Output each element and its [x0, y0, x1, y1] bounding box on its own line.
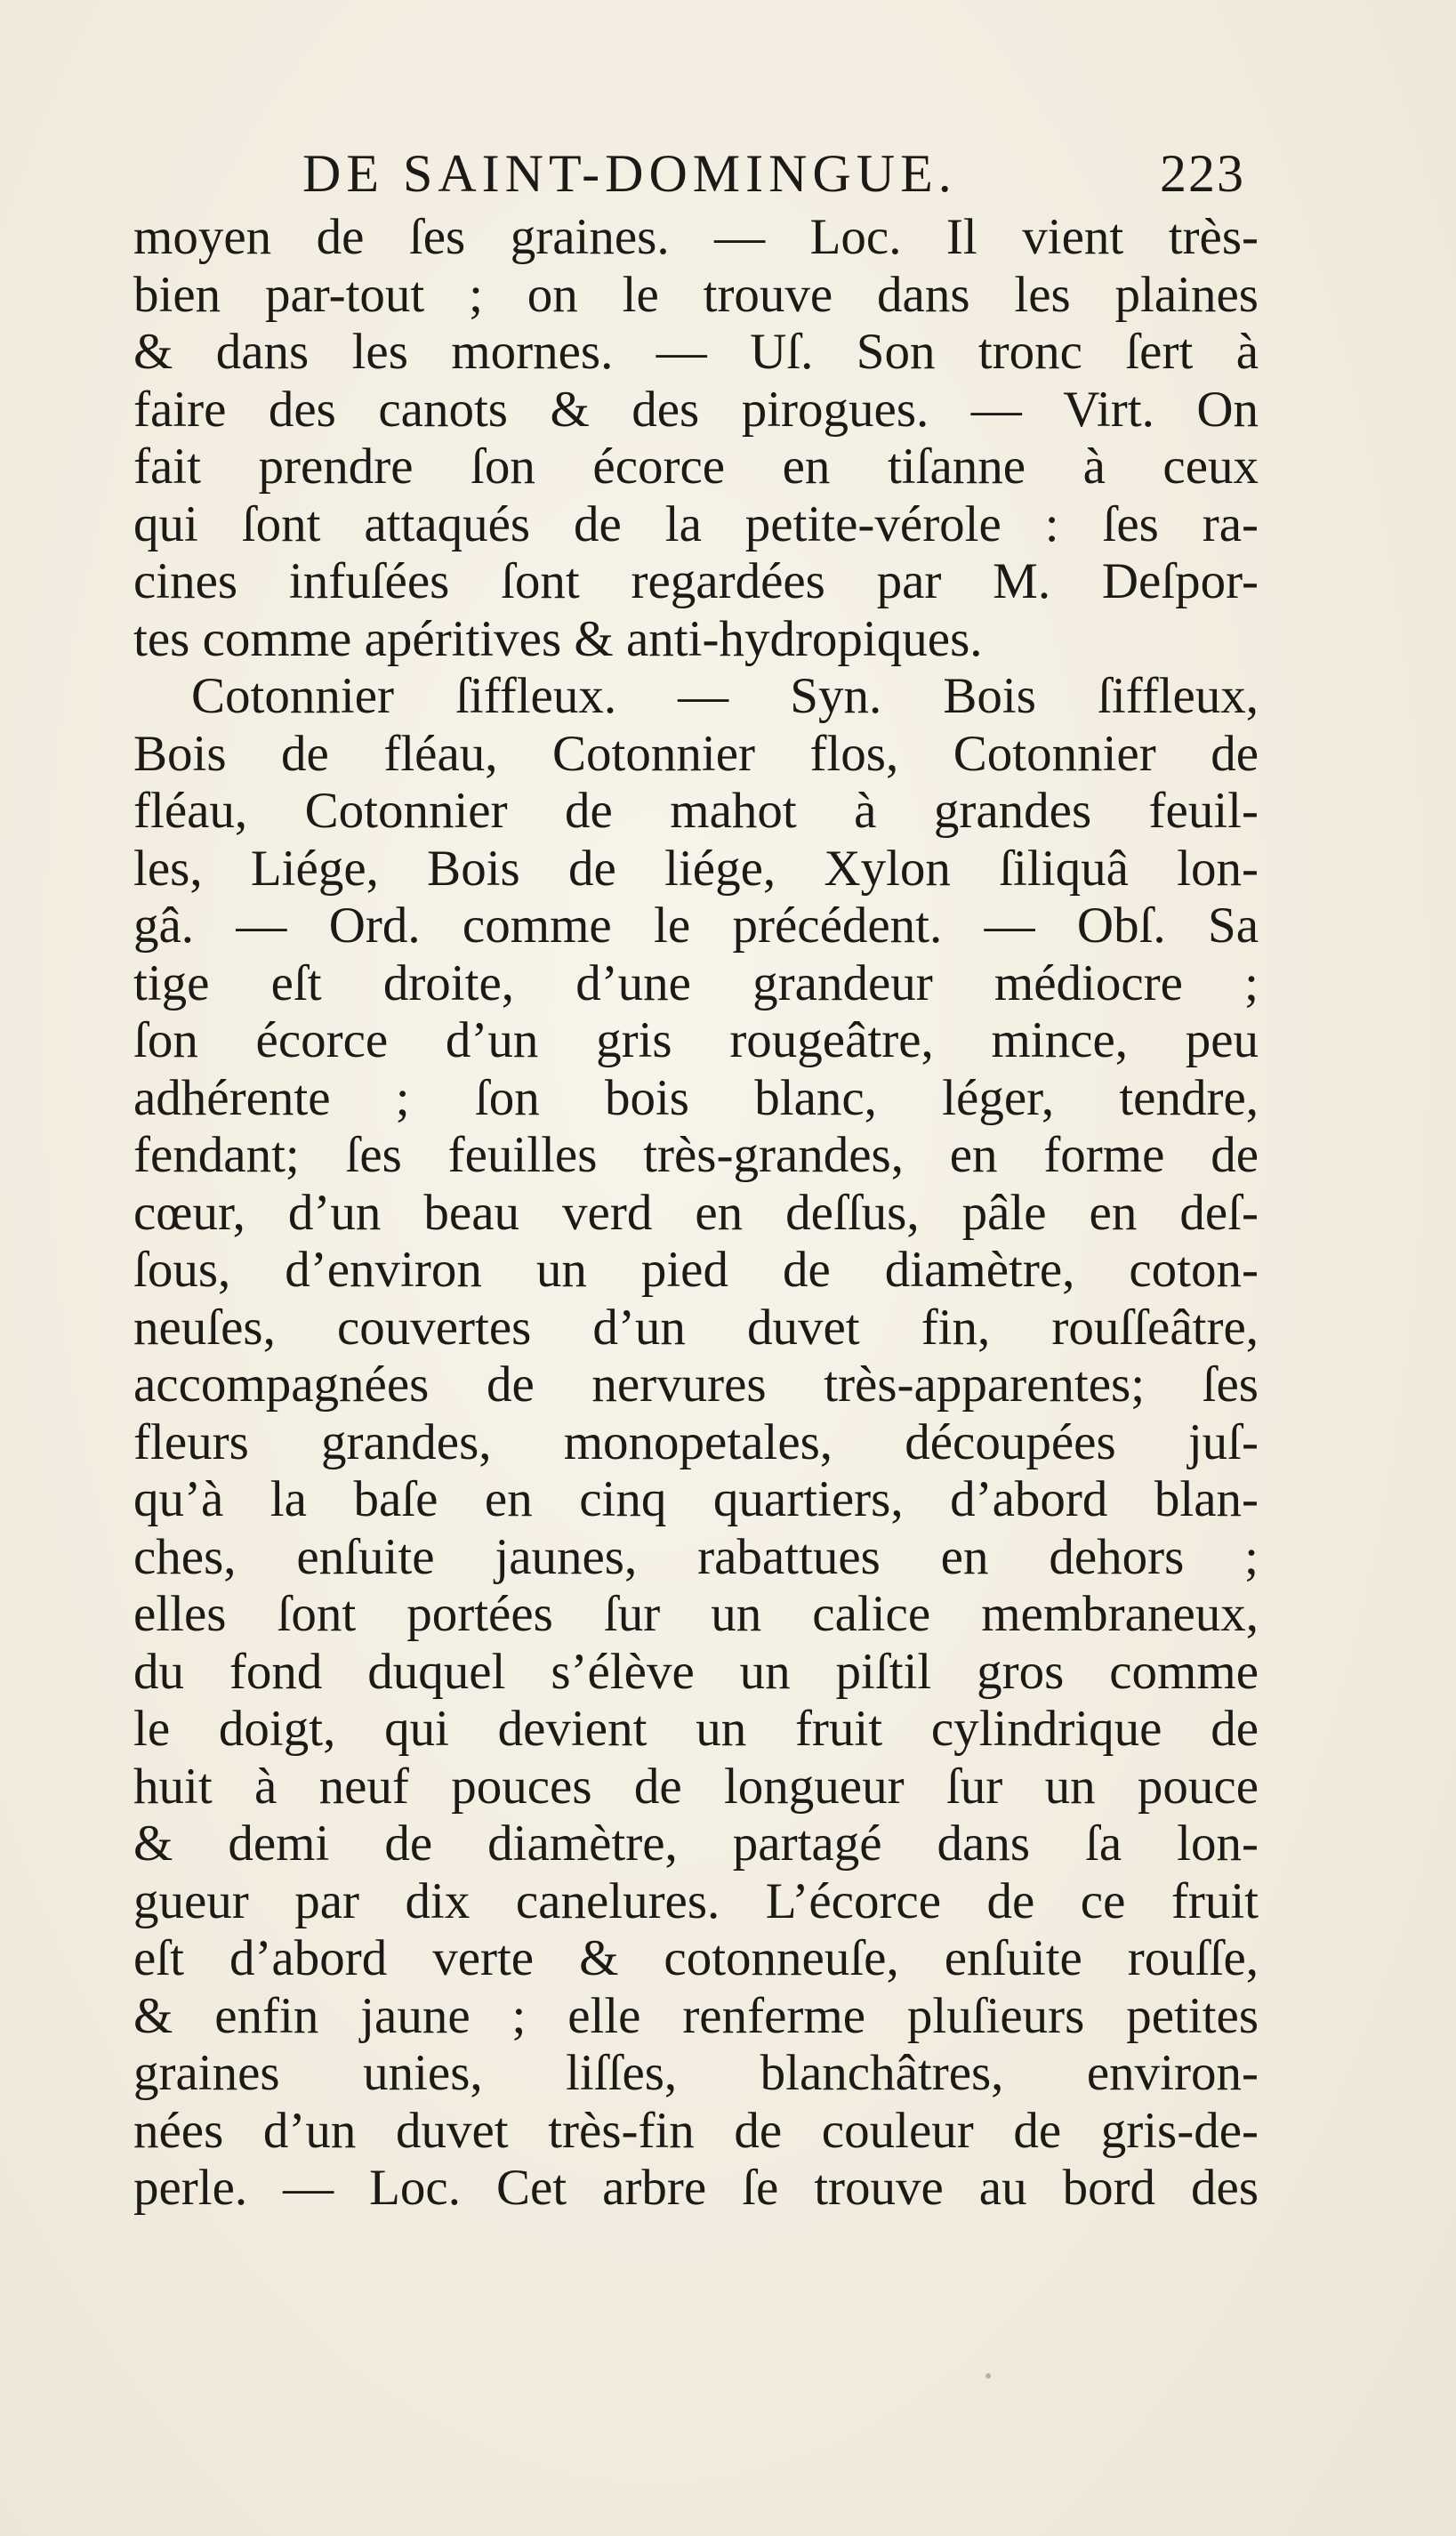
- text-line: elles ſont portées ſur un calice membraneux,: [133, 1586, 1259, 1642]
- text-line: accompagnées de nervures très-apparentes; ſes: [133, 1357, 1259, 1413]
- text-line: ches, enſuite jaunes, rabattues en dehors ;: [133, 1528, 1259, 1585]
- text-line: Bois de fléau, Cotonnier flos, Cotonnier de: [133, 725, 1259, 782]
- paragraph-end-line: tes comme apéritives & anti-hydropiques.: [133, 610, 983, 667]
- running-head: DE SAINT-DOMINGUE.: [302, 144, 957, 203]
- text-line: gueur par dix canelures. L’écorce de ce fruit: [133, 1872, 1259, 1929]
- text-line: adhérente ; ſon bois blanc, léger, tendre,: [133, 1069, 1259, 1126]
- text-line: & demi de diamètre, partagé dans ſa lon-: [133, 1815, 1259, 1872]
- text-line: fendant; ſes feuilles très-grandes, en forme de: [133, 1127, 1259, 1183]
- text-line: ſon écorce d’un gris rougeâtre, mince, peu: [133, 1012, 1259, 1068]
- text-line: eſt d’abord verte & cotonneuſe, enſuite rouſſe,: [133, 1930, 1259, 1986]
- text-line: fléau, Cotonnier de mahot à grandes feuil-: [133, 783, 1259, 839]
- text-line: gâ. — Ord. comme le précédent. — Obſ. Sa: [133, 898, 1259, 954]
- text-line: graines unies, liſſes, blanchâtres, environ-: [133, 2045, 1259, 2101]
- text-line: fait prendre ſon écorce en tiſanne à ceux: [133, 439, 1259, 495]
- text-line: qu’à la baſe en cinq quartiers, d’abord blan-: [133, 1471, 1259, 1527]
- paper-speck: [985, 2373, 991, 2379]
- text-line: faire des canots & des pirogues. — Virt. On: [133, 381, 1259, 438]
- text-line: fleurs grandes, monopetales, découpées juſ-: [133, 1413, 1259, 1470]
- entry-heading-line: Cotonnier ſiffleux. — Syn. Bois ſiffleux,: [191, 668, 1259, 724]
- text-line: moyen de ſes graines. — Loc. Il vient très-: [133, 209, 1259, 265]
- text-line: cœur, d’un beau verd en deſſus, pâle en deſ-: [133, 1184, 1259, 1241]
- page-number: 223: [1160, 144, 1245, 203]
- text-line: qui ſont attaqués de la petite-vérole : ſes ra-: [133, 495, 1259, 552]
- text-line: les, Liége, Bois de liége, Xylon ſiliquâ lon-: [133, 840, 1259, 897]
- text-line: cines infuſées ſont regardées par M. Deſpor-: [133, 553, 1259, 609]
- page-header: [302, 142, 1245, 205]
- text-line: ſous, d’environ un pied de diamètre, coton-: [133, 1242, 1259, 1298]
- text-line: bien par-tout ; on le trouve dans les plaines: [133, 266, 1259, 323]
- body-text: [133, 209, 1259, 2218]
- text-line: du fond duquel s’élève un piſtil gros comme: [133, 1643, 1259, 1700]
- text-line: nées d’un duvet très-fin de couleur de gris-de-: [133, 2102, 1259, 2159]
- text-line: perle. — Loc. Cet arbre ſe trouve au bord des: [133, 2160, 1259, 2216]
- text-line: neuſes, couvertes d’un duvet fin, rouſſeâtre,: [133, 1299, 1259, 1356]
- text-line: huit à neuf pouces de longueur ſur un pouce: [133, 1758, 1259, 1815]
- text-line: & dans les mornes. — Uſ. Son tronc ſert à: [133, 324, 1259, 380]
- text-line: & enfin jaune ; elle renferme pluſieurs petites: [133, 1987, 1259, 2044]
- text-line: tige eſt droite, d’une grandeur médiocre ;: [133, 954, 1259, 1011]
- text-line: le doigt, qui devient un fruit cylindrique de: [133, 1701, 1259, 1757]
